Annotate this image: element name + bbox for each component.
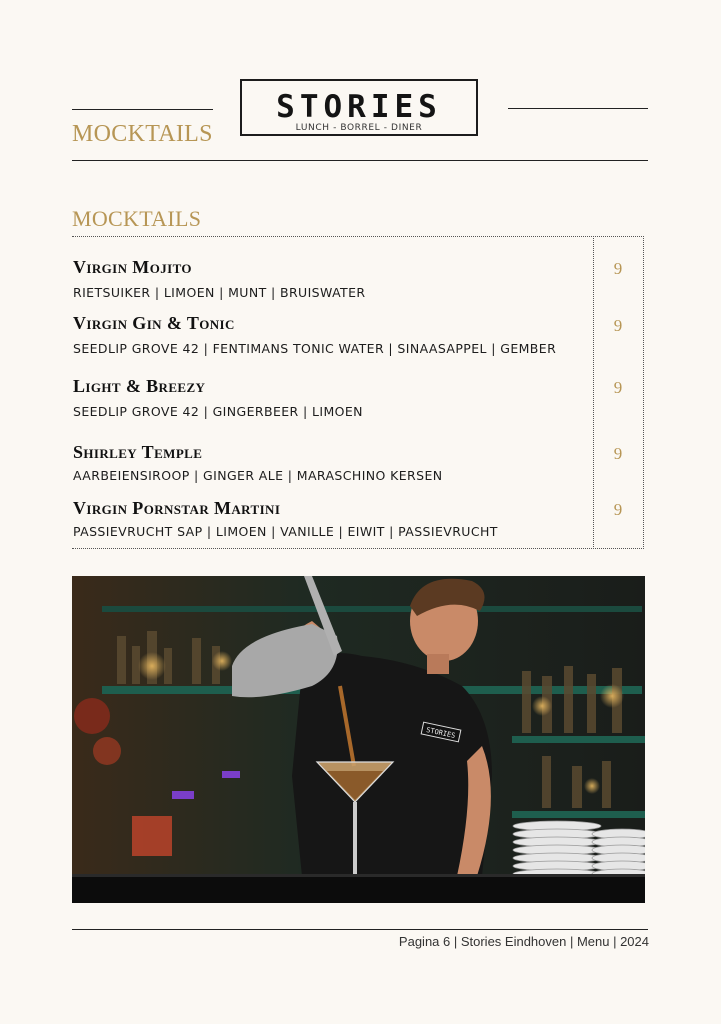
header-rule-bottom	[72, 160, 648, 161]
menu-item-price: 9	[613, 259, 623, 278]
apron-logo-text: STORIES	[425, 725, 457, 740]
menu-item-name: Light & Breezy	[73, 376, 206, 396]
menu-category-title: MOCKTAILS	[72, 206, 202, 231]
menu-item-price: 9	[613, 444, 623, 463]
price-column-divider-left	[593, 236, 594, 549]
menu-item-description: AARBEIENSIROOP | GINGER ALE | MARASCHINO KERSEN	[73, 468, 443, 483]
menu-item-name: Virgin Mojito	[73, 257, 192, 277]
page-section-title: MOCKTAILS	[72, 121, 213, 147]
bartender-illustration	[72, 576, 645, 903]
menu-item-name: Virgin Pornstar Martini	[73, 498, 281, 518]
bartender-photo	[72, 576, 645, 903]
logo-tagline: LUNCH - BORREL - DINER	[295, 123, 423, 133]
menu-item-description: PASSIEVRUCHT SAP | LIMOEN | VANILLE | EIWIT | PASSIEVRUCHT	[73, 524, 498, 539]
stories-logo	[240, 79, 478, 136]
logo-wordmark: STORIES	[276, 89, 442, 125]
menu-item-price: 9	[613, 500, 623, 519]
price-column-divider-right	[643, 236, 644, 549]
menu-item-description: SEEDLIP GROVE 42 | FENTIMANS TONIC WATER | SINAASAPPEL | GEMBER	[73, 341, 557, 356]
menu-item-description: RIETSUIKER | LIMOEN | MUNT | BRUISWATER	[73, 285, 366, 300]
menu-item-description: SEEDLIP GROVE 42 | GINGERBEER | LIMOEN	[73, 404, 363, 419]
header-rule-left	[72, 109, 213, 110]
footer-rule	[72, 929, 648, 930]
menu-item-price: 9	[613, 316, 623, 335]
header-rule-right	[508, 108, 648, 109]
page-footer: Pagina 6 | Stories Eindhoven | Menu | 2024	[398, 934, 649, 949]
menu-item-name: Shirley Temple	[73, 442, 203, 462]
menu-item-price: 9	[613, 378, 623, 397]
menu-item-name: Virgin Gin & Tonic	[73, 313, 235, 333]
